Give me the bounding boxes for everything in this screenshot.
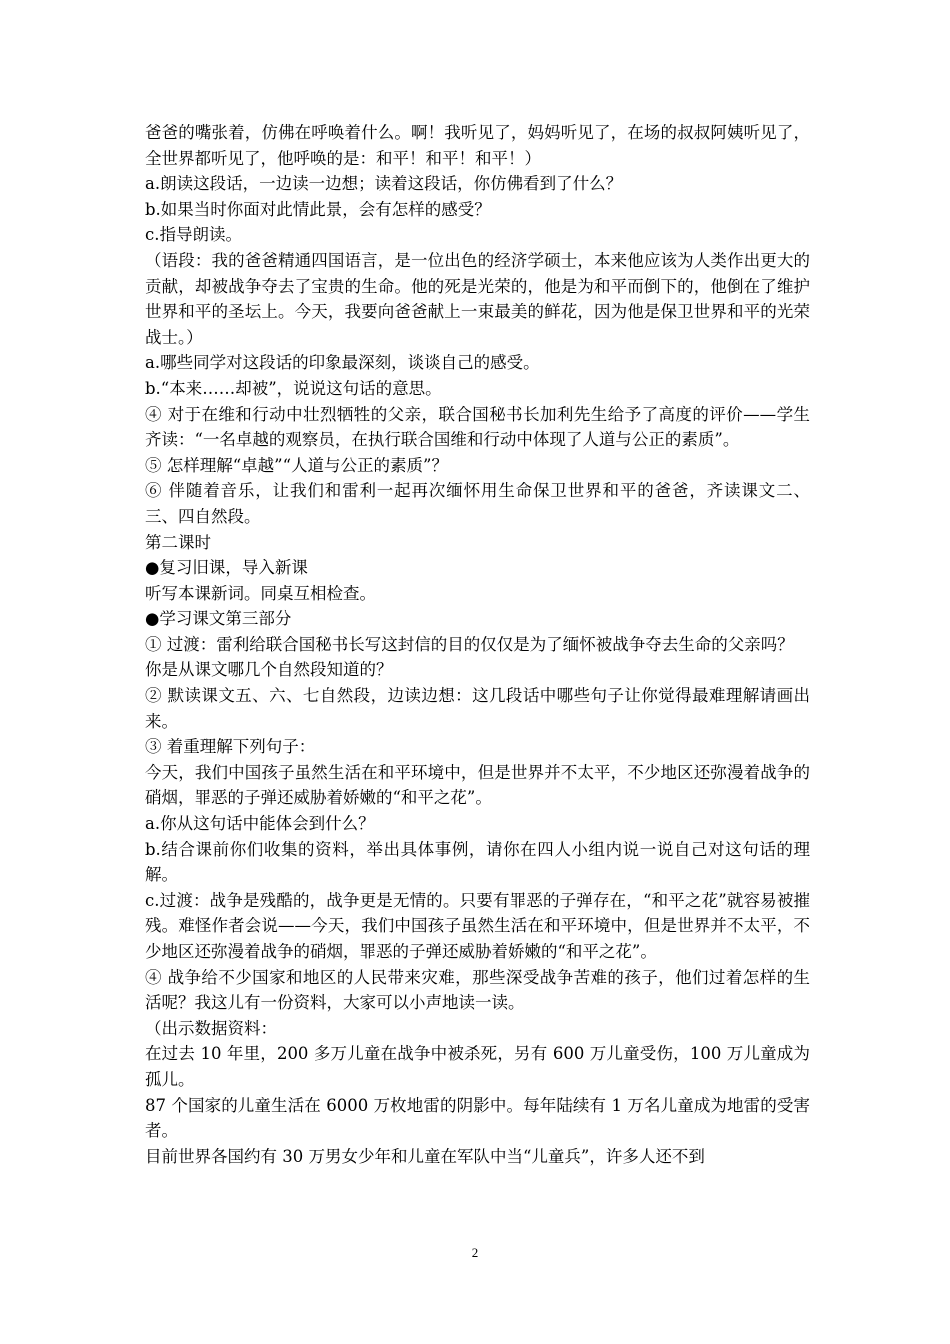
paragraph: ③ 着重理解下列句子：	[145, 737, 316, 757]
paragraph: 今天，我们中国孩子虽然生活在和平环境中，但是世界并不太平，不少地区还弥漫着战争的硝烟，罪恶的子弹还威胁着娇嫩的“和平之花”。	[145, 762, 810, 808]
paragraph: b.“本来……却被”，说说这句话的意思。	[145, 378, 442, 398]
paragraph: ④ 战争给不少国家和地区的人民带来灾难，那些深受战争苦难的孩子，他们过着怎样的生活呢？我这儿有一份资料，大家可以小声地读一读。	[145, 967, 810, 1013]
paragraph: 目前世界各国约有 30 万男女少年和儿童在军队中当“儿童兵”，许多人还不到	[145, 1146, 705, 1166]
paragraph: 在过去 10 年里，200 多万儿童在战争中被杀死，另有 600 万儿童受伤，100 万儿童成为孤儿。	[145, 1044, 810, 1089]
paragraph: a.你从这句话中能体会到什么？	[145, 814, 375, 834]
bullet-heading: ●学习课文第三部分	[145, 609, 292, 629]
paragraph: （出示数据资料：	[145, 1018, 277, 1038]
section-heading: 第二课时	[145, 532, 211, 552]
paragraph: ⑤ 怎样理解“卓越”“人道与公正的素质”？	[145, 455, 448, 475]
paragraph: ④ 对于在维和行动中壮烈牺牲的父亲，联合国秘书长加利先生给予了高度的评价——学生齐读：“一名卓越的观察员，在执行联合国维和行动中体现了人道与公正的素质”。	[145, 404, 810, 450]
paragraph: b.结合课前你们收集的资料，举出具体事例，请你在四人小组内说一说自己对这句话的理解。	[145, 839, 810, 885]
paragraph: ⑥ 伴随着音乐，让我们和雷利一起再次缅怀用生命保卫世界和平的爸爸，齐读课文二、三、四自然段。	[145, 481, 810, 526]
bullet-heading: ●复习旧课，导入新课	[145, 558, 308, 578]
paragraph: 爸爸的嘴张着，仿佛在呼唤着什么。啊！我听见了，妈妈听见了，在场的叔叔阿姨听见了，全世界都听见了，他呼唤的是：和平！和平！和平！）	[145, 123, 810, 168]
document-body	[145, 120, 810, 1169]
paragraph: ① 过渡：雷利给联合国秘书长写这封信的目的仅仅是为了缅怀被战争夺去生命的父亲吗？	[145, 634, 794, 654]
paragraph: c.过渡：战争是残酷的，战争更是无情的。只要有罪恶的子弹存在，“和平之花”就容易被摧残。难怪作者会说——今天，我们中国孩子虽然生活在和平环境中，但是世界并不太平，不少地区还弥漫着战争的硝烟，罪恶的子弹还威胁着娇嫩的“和平之花”。	[145, 890, 810, 961]
paragraph: 你是从课文哪几个自然段知道的？	[145, 660, 393, 680]
paragraph: a.朗读这段话，一边读一边想；读着这段话，你仿佛看到了什么？	[145, 174, 623, 194]
paragraph: 听写本课新词。同桌互相检查。	[145, 583, 376, 603]
paragraph: （语段：我的爸爸精通四国语言，是一位出色的经济学硕士，本来他应该为人类作出更大的贡献，却被战争夺去了宝贵的生命。他的死是光荣的，他是为和平而倒下的，他倒在了维护世界和平的圣坛上。今天，我要向爸爸献上一束最美的鲜花，因为他是保卫世界和平的光荣战士。）	[145, 250, 810, 347]
paragraph: ② 默读课文五、六、七自然段，边读边想：这几段话中哪些句子让你觉得最难理解请画出来。	[145, 686, 810, 731]
paragraph: a.哪些同学对这段话的印象最深刻，谈谈自己的感受。	[145, 353, 540, 373]
paragraph: c.指导朗读。	[145, 225, 242, 245]
paragraph: b.如果当时你面对此情此景，会有怎样的感受？	[145, 199, 491, 219]
page-number: 2	[471, 1245, 479, 1260]
paragraph: 87 个国家的儿童生活在 6000 万枚地雷的阴影中。每年陆续有 1 万名儿童成为地雷的受害者。	[145, 1095, 810, 1141]
